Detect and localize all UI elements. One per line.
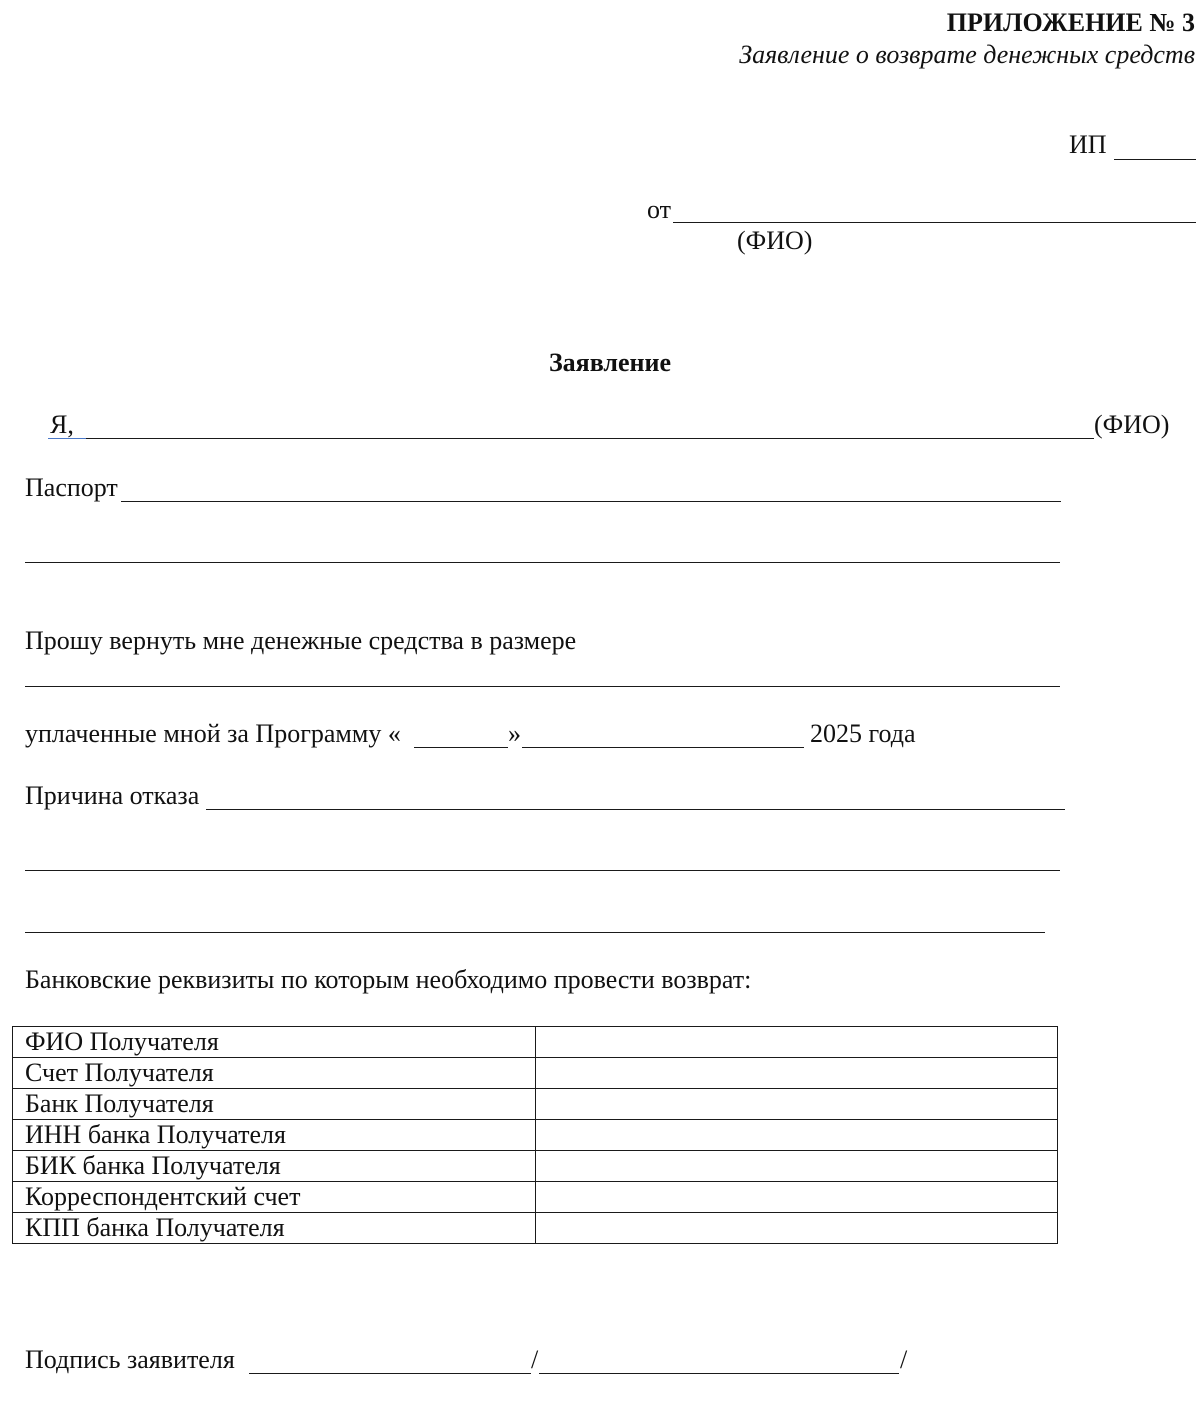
paid-program-text: уплаченные мной за Программу « <box>25 719 401 748</box>
bank-field-value[interactable] <box>536 1213 1058 1244</box>
from-fio-caption: (ФИО) <box>737 226 813 255</box>
year-text: 2025 года <box>810 719 916 748</box>
from-label: от <box>647 195 672 224</box>
bank-field-value[interactable] <box>536 1151 1058 1182</box>
signature-name-field[interactable] <box>539 1373 899 1374</box>
applicant-name-field[interactable] <box>86 438 1094 439</box>
refusal-reason-field-line-3[interactable] <box>25 932 1045 933</box>
applicant-i-label: Я, <box>50 410 74 439</box>
applicant-signature-label: Подпись заявителя <box>25 1345 235 1374</box>
bank-field-value[interactable] <box>536 1058 1058 1089</box>
bank-field-label: КПП банка Получателя <box>13 1213 536 1244</box>
bank-field-label: Счет Получателя <box>13 1058 536 1089</box>
table-row <box>13 1213 1058 1244</box>
statement-title: Заявление <box>548 348 672 377</box>
table-row <box>13 1058 1058 1089</box>
refund-amount-field[interactable] <box>25 686 1060 687</box>
spellcheck-underline <box>48 438 86 439</box>
applicant-fio-caption: (ФИО) <box>1094 410 1170 439</box>
bank-field-value[interactable] <box>536 1027 1058 1058</box>
appendix-subtitle: Заявление о возврате денежных средств <box>739 40 1195 69</box>
bank-field-label: Банк Получателя <box>13 1089 536 1120</box>
table-row <box>13 1182 1058 1213</box>
bank-field-label: Корреспондентский счет <box>13 1182 536 1213</box>
refund-request-text: Прошу вернуть мне денежные средства в размере <box>25 626 577 655</box>
bank-details-heading: Банковские реквизиты по которым необходимо провести возврат: <box>25 965 752 994</box>
passport-label: Паспорт <box>25 473 118 502</box>
bank-field-label: ИНН банка Получателя <box>13 1120 536 1151</box>
signature-separator-1: / <box>531 1345 539 1374</box>
ip-label: ИП <box>1069 130 1107 159</box>
table-row <box>13 1027 1058 1058</box>
appendix-title: ПРИЛОЖЕНИЕ № 3 <box>946 8 1195 37</box>
bank-field-label: ФИО Получателя <box>13 1027 536 1058</box>
program-name-field[interactable] <box>414 747 508 748</box>
refusal-reason-field-line-2[interactable] <box>25 870 1060 871</box>
table-row <box>13 1089 1058 1120</box>
bank-field-value[interactable] <box>536 1089 1058 1120</box>
table-row <box>13 1120 1058 1151</box>
ip-name-field[interactable] <box>1114 159 1196 160</box>
from-name-field[interactable] <box>673 222 1196 223</box>
passport-field[interactable] <box>121 501 1061 502</box>
table-row <box>13 1151 1058 1182</box>
bank-field-value[interactable] <box>536 1120 1058 1151</box>
bank-field-label: БИК банка Получателя <box>13 1151 536 1182</box>
payment-date-field[interactable] <box>522 747 804 748</box>
signature-field[interactable] <box>249 1373 531 1374</box>
bank-details-table <box>12 1026 1058 1244</box>
refusal-reason-field[interactable] <box>206 809 1065 810</box>
refusal-reason-label: Причина отказа <box>25 781 200 810</box>
signature-separator-2: / <box>900 1345 908 1374</box>
passport-field-continuation[interactable] <box>25 562 1060 563</box>
closing-quote: » <box>508 719 521 748</box>
bank-field-value[interactable] <box>536 1182 1058 1213</box>
